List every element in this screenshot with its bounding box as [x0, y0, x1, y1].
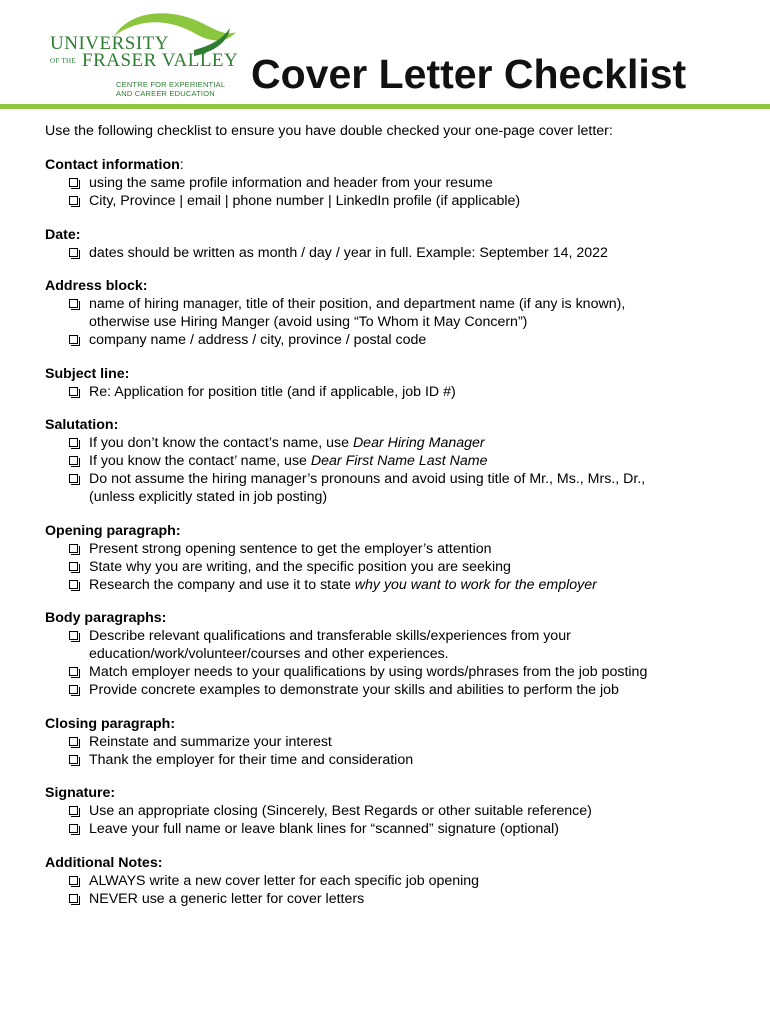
section-heading: Additional Notes: [45, 854, 163, 871]
checklist-content [45, 122, 745, 923]
item-text: Leave your full name or leave blank lines for “scanned” signature (optional) [89, 821, 560, 837]
section-heading: Address block: [45, 278, 148, 294]
section-body-paragraphs [45, 609, 745, 699]
item-text: Re: Application for position title (and if applicable, job ID #) [89, 383, 456, 400]
checkbox-icon [69, 876, 78, 885]
logo-centre-text [116, 80, 225, 98]
logo-fraser-valley-text: FRASER VALLEY [82, 50, 239, 71]
item-text: company name / address / city, province / postal code [89, 332, 427, 348]
section-additional-notes [45, 854, 745, 908]
checkbox-icon [69, 737, 78, 746]
checklist-item [45, 733, 745, 751]
section-contact [45, 156, 745, 210]
checklist-item [45, 192, 745, 210]
section-heading: Salutation: [45, 417, 119, 433]
checklist-item [45, 383, 745, 401]
checklist-item [45, 174, 745, 192]
checkbox-icon [69, 178, 78, 187]
item-text: ALWAYS write a new cover letter for each specific job opening [89, 872, 480, 889]
title-divider [0, 104, 770, 109]
logo-centre-line1: CENTRE FOR EXPERIENTIAL [116, 80, 226, 89]
checklist-item [45, 470, 745, 506]
logo-of-the-text: OF THE [50, 57, 76, 65]
section-heading: Date: [45, 226, 81, 243]
item-text-line1: name of hiring manager, title of their position, and department name (if any is known), [89, 296, 626, 312]
item-text: Thank the employer for their time and consideration [89, 751, 414, 768]
checkbox-icon [69, 580, 78, 589]
ufv-logo [44, 10, 244, 102]
item-text-line2: (unless explicitly stated in job posting) [89, 489, 328, 505]
checkbox-icon [69, 806, 78, 815]
item-text: Reinstate and summarize your interest [89, 733, 332, 750]
checklist-item [45, 872, 745, 890]
item-text: If you don’t know the contact’s name, use [89, 435, 353, 451]
item-text: Use an appropriate closing (Sincerely, Best Regards or other suitable reference) [89, 803, 592, 819]
section-heading: Signature: [45, 785, 116, 801]
item-text-line1: Do not assume the hiring manager’s pronouns and avoid using title of Mr., Ms., Mrs., Dr., [89, 471, 646, 487]
section-heading: Opening paragraph: [45, 522, 181, 539]
checklist-item [45, 751, 745, 769]
item-text: If you know the contact’ name, use [89, 453, 311, 469]
section-closing-paragraph [45, 715, 745, 769]
item-text: Present strong opening sentence to get the employer’s attention [89, 540, 492, 557]
section-signature [45, 784, 745, 838]
checkbox-icon [69, 456, 78, 465]
item-text: City, Province | email | phone number | LinkedIn profile (if applicable) [89, 193, 521, 209]
checklist-item [45, 627, 745, 663]
checklist-item [45, 244, 745, 262]
checklist-item [45, 295, 745, 331]
checklist-item [45, 452, 745, 470]
logo-university-text: UNIVERSITY [50, 33, 169, 54]
checkbox-icon [69, 299, 78, 308]
checkbox-icon [69, 544, 78, 553]
section-salutation [45, 416, 745, 506]
checkbox-icon [69, 755, 78, 764]
item-italic-text: Dear First Name Last Name [310, 453, 488, 469]
heading-colon: : [179, 157, 184, 173]
checklist-item [45, 663, 745, 681]
checkbox-icon [69, 685, 78, 694]
checkbox-icon [69, 562, 78, 571]
checkbox-icon [69, 196, 78, 205]
checkbox-icon [69, 474, 78, 483]
section-heading: Closing paragraph: [45, 715, 176, 732]
intro-text: Use the following checklist to ensure you have double checked your one-page cover letter: [45, 123, 613, 139]
item-text-line2: otherwise use Hiring Manger (avoid using “To Whom it May Concern”) [89, 314, 528, 330]
section-heading [45, 156, 745, 174]
checkbox-icon [69, 335, 78, 344]
item-italic-text: why you want to work for the employer [354, 576, 597, 593]
checklist-item [45, 802, 745, 820]
checklist-item [45, 558, 745, 576]
checklist-item [45, 540, 745, 558]
item-text: using the same profile information and header from your resume [89, 175, 493, 191]
item-text: dates should be written as month / day / year in full. Example: September 14, 2022 [89, 244, 608, 261]
checkbox-icon [69, 631, 78, 640]
checklist-item [45, 890, 745, 908]
checklist-item [45, 820, 745, 838]
item-text: NEVER use a generic letter for cover letters [89, 890, 365, 907]
item-text-line1: Describe relevant qualifications and transferable skills/experiences from your [89, 628, 571, 644]
checklist-item [45, 331, 745, 349]
item-text-line2: education/work/volunteer/courses and other experiences. [89, 646, 449, 662]
section-heading: Body paragraphs: [45, 610, 167, 626]
item-italic-text: Dear Hiring Manager [352, 435, 485, 451]
item-text: Provide concrete examples to demonstrate your skills and abilities to perform the job [89, 682, 619, 698]
page-title: Cover Letter Checklist [251, 51, 687, 97]
checkbox-icon [69, 894, 78, 903]
section-address-block [45, 277, 745, 349]
checkbox-icon [69, 387, 78, 396]
checkbox-icon [69, 667, 78, 676]
item-text: State why you are writing, and the specific position you are seeking [89, 558, 511, 575]
checklist-item [45, 681, 745, 699]
heading-text: Contact information [45, 157, 180, 173]
checkbox-icon [69, 248, 78, 257]
section-opening-paragraph [45, 522, 745, 594]
logo-centre-line2: AND CAREER EDUCATION [116, 89, 215, 98]
checklist-item [45, 434, 745, 452]
item-text: Research the company and use it to state [89, 576, 355, 593]
checkbox-icon [69, 824, 78, 833]
section-subject-line [45, 365, 745, 401]
section-heading: Subject line: [45, 365, 130, 382]
checkbox-icon [69, 438, 78, 447]
item-text: Match employer needs to your qualifications by using words/phrases from the job posting [89, 664, 648, 680]
checklist-item [45, 576, 745, 594]
section-date [45, 226, 745, 262]
